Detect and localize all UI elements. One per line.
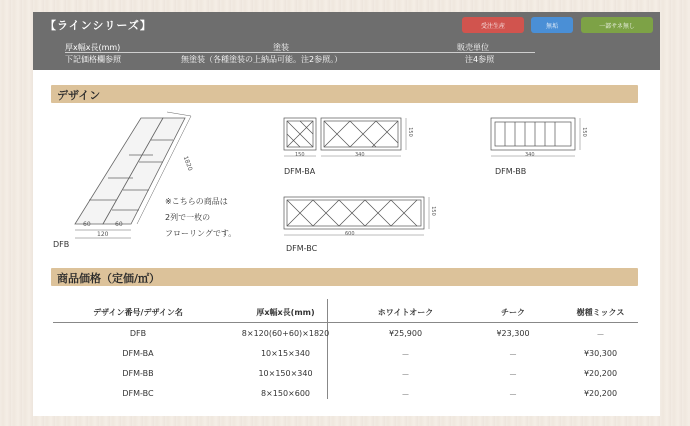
spec-finish-value: 無塗装（各種塗装の上納品可能。注2参照。） (181, 55, 343, 64)
dfm-ba-label: DFM-BA (284, 167, 316, 176)
dfm-bb-w-dim: 340 (525, 152, 535, 158)
series-title: 【ラインシリーズ】 (45, 19, 152, 32)
table-row: DFB 8×120(60+60)×1820 ¥25,900 ¥23,300 － (129, 329, 605, 339)
col-design-name: デザイン番号/デザイン名 (93, 308, 183, 317)
dfb-label: DFB (53, 240, 70, 249)
price-section-bar (51, 268, 638, 286)
dfm-ba-w1-dim: 150 (295, 152, 305, 158)
dfb-width1-dim: 60 (83, 221, 91, 228)
dfm-bc-w-dim: 600 (345, 231, 355, 237)
dfb-width2-dim: 60 (115, 221, 123, 228)
col-white-oak: ホワイトオーク (377, 308, 434, 317)
dfm-bb-label: DFM-BB (495, 167, 527, 176)
product-card (33, 12, 660, 416)
dfm-bb-h-dim: 150 (580, 127, 587, 137)
table-row: DFM-BA 10×15×340 － － ¥30,300 (122, 349, 618, 359)
spec-unit-head: 販売単位 (457, 43, 489, 52)
table-row: DFM-BB 10×150×340 － － ¥20,200 (122, 369, 618, 379)
price-table-hdivider (53, 322, 638, 323)
dfm-bc-h-dim: 150 (429, 206, 436, 216)
dfm-bc-label: DFM-BC (286, 244, 318, 253)
col-size: 厚x幅x長(mm) (256, 308, 315, 317)
spec-size-head: 厚x幅x長(mm) (65, 43, 121, 52)
price-section-title: 商品価格（定価/㎡） (57, 272, 161, 285)
badge-partial-no-tongue: 一部サネ無し (581, 17, 653, 33)
badge-made-to-order: 受注生産 (462, 17, 524, 33)
design-section-title: デザイン (57, 89, 101, 102)
badge-solid-wood: 無垢 (531, 17, 573, 33)
dfb-length-dim: 1820 (181, 155, 194, 172)
price-table-header (53, 303, 638, 322)
dfm-ba-h-dim: 150 (406, 127, 413, 137)
col-mix: 樹種ミックス (576, 308, 625, 317)
spec-size-value: 下記価格欄参照 (65, 55, 121, 64)
dfm-ba-w2-dim: 340 (355, 152, 365, 158)
spec-finish-head: 塗装 (273, 43, 289, 52)
dfb-note: ※こちらの商品は 2列で一枚の フローリングです。 (165, 197, 237, 238)
spec-unit-value: 注4参照 (465, 55, 495, 64)
table-row: DFM-BC 8×150×600 － － ¥20,200 (122, 389, 618, 399)
dfb-total-width-dim: 120 (97, 231, 109, 238)
col-teak: チーク (501, 308, 525, 317)
